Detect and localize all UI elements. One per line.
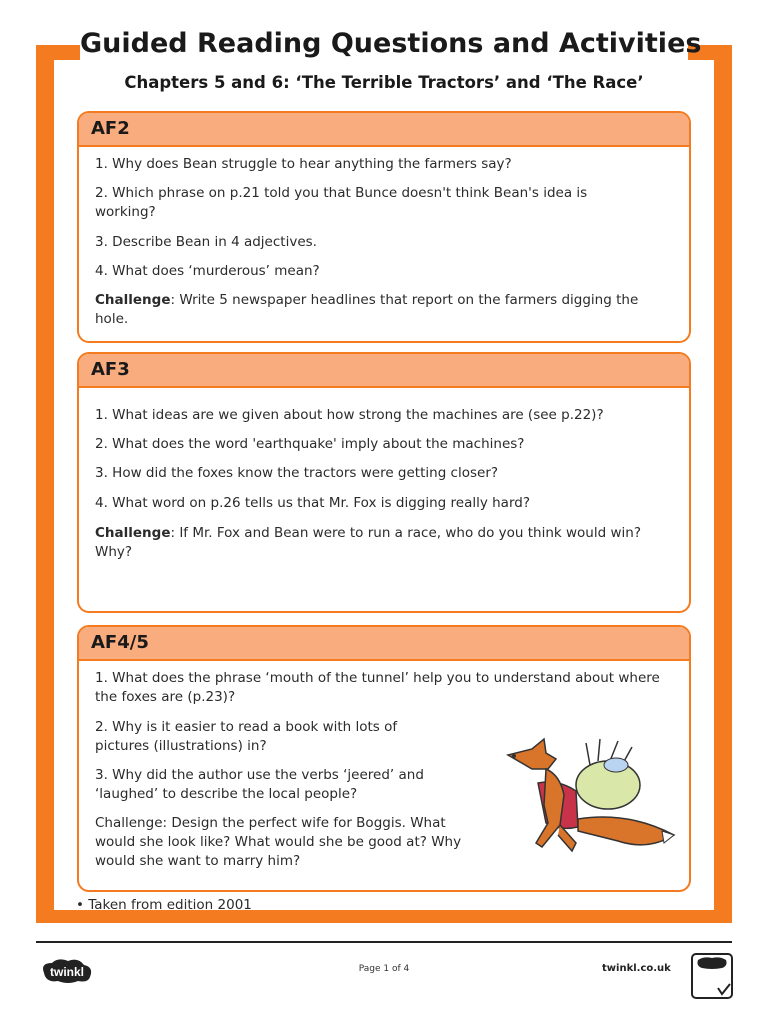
page-subtitle: Chapters 5 and 6: ‘The Terrible Tractors’ and ‘The Race’	[124, 73, 644, 92]
challenge-item: Challenge: Design the perfect wife for Boggis. What would she look like? What would she be good at? Why would she want to marry him?	[95, 815, 462, 869]
fox-illustration	[498, 735, 678, 865]
section-heading: AF4/5	[79, 627, 689, 661]
page-title: Guided Reading Questions and Activities	[80, 28, 702, 59]
page-number: Page 1 of 4	[358, 964, 410, 974]
question-item: 4. What does ‘murderous’ mean?	[95, 263, 320, 279]
question-item: 1. What ideas are we given about how strong the machines are (see p.22)?	[95, 407, 604, 423]
section-heading: AF3	[79, 354, 689, 388]
edition-note: • Taken from edition 2001	[76, 897, 252, 913]
section-af2	[77, 111, 691, 343]
header	[80, 14, 702, 106]
question-item: 3. Describe Bean in 4 adjectives.	[95, 234, 317, 250]
site-url[interactable]: twinkl.co.uk	[602, 963, 671, 974]
challenge-item	[95, 291, 665, 329]
question-item: 1. What does the phrase ‘mouth of the tunnel’ help you to understand about where the foxes are (p.23)?	[95, 670, 660, 705]
logo-text: twinkl	[49, 965, 85, 979]
challenge-item	[95, 524, 665, 562]
question-item: 3. How did the foxes know the tractors were getting closer?	[95, 465, 499, 481]
quality-badge	[690, 952, 734, 1000]
challenge-text: : If Mr. Fox and Bean were to run a race, who do you think would win? Why?	[95, 525, 641, 560]
question-item: 2. Which phrase on p.21 told you that Bunce doesn't think Bean's idea is working?	[95, 185, 588, 220]
footer-divider	[36, 941, 732, 943]
question-item: 4. What word on p.26 tells us that Mr. Fox is digging really hard?	[95, 495, 530, 511]
question-item: 2. Why is it easier to read a book with lots of pictures (illustrations) in?	[95, 719, 398, 754]
challenge-label: Challenge	[95, 525, 171, 541]
section-af3	[77, 352, 691, 613]
question-item: 2. What does the word 'earthquake' imply about the machines?	[95, 436, 525, 452]
question-item: 1. Why does Bean struggle to hear anything the farmers say?	[95, 156, 512, 172]
challenge-label: Challenge	[95, 292, 171, 308]
section-heading: AF2	[79, 113, 689, 147]
question-item: 3. Why did the author use the verbs ‘jeered’ and ‘laughed’ to describe the local people?	[95, 767, 424, 802]
challenge-text: : Write 5 newspaper headlines that report on the farmers digging the hole.	[95, 292, 639, 327]
